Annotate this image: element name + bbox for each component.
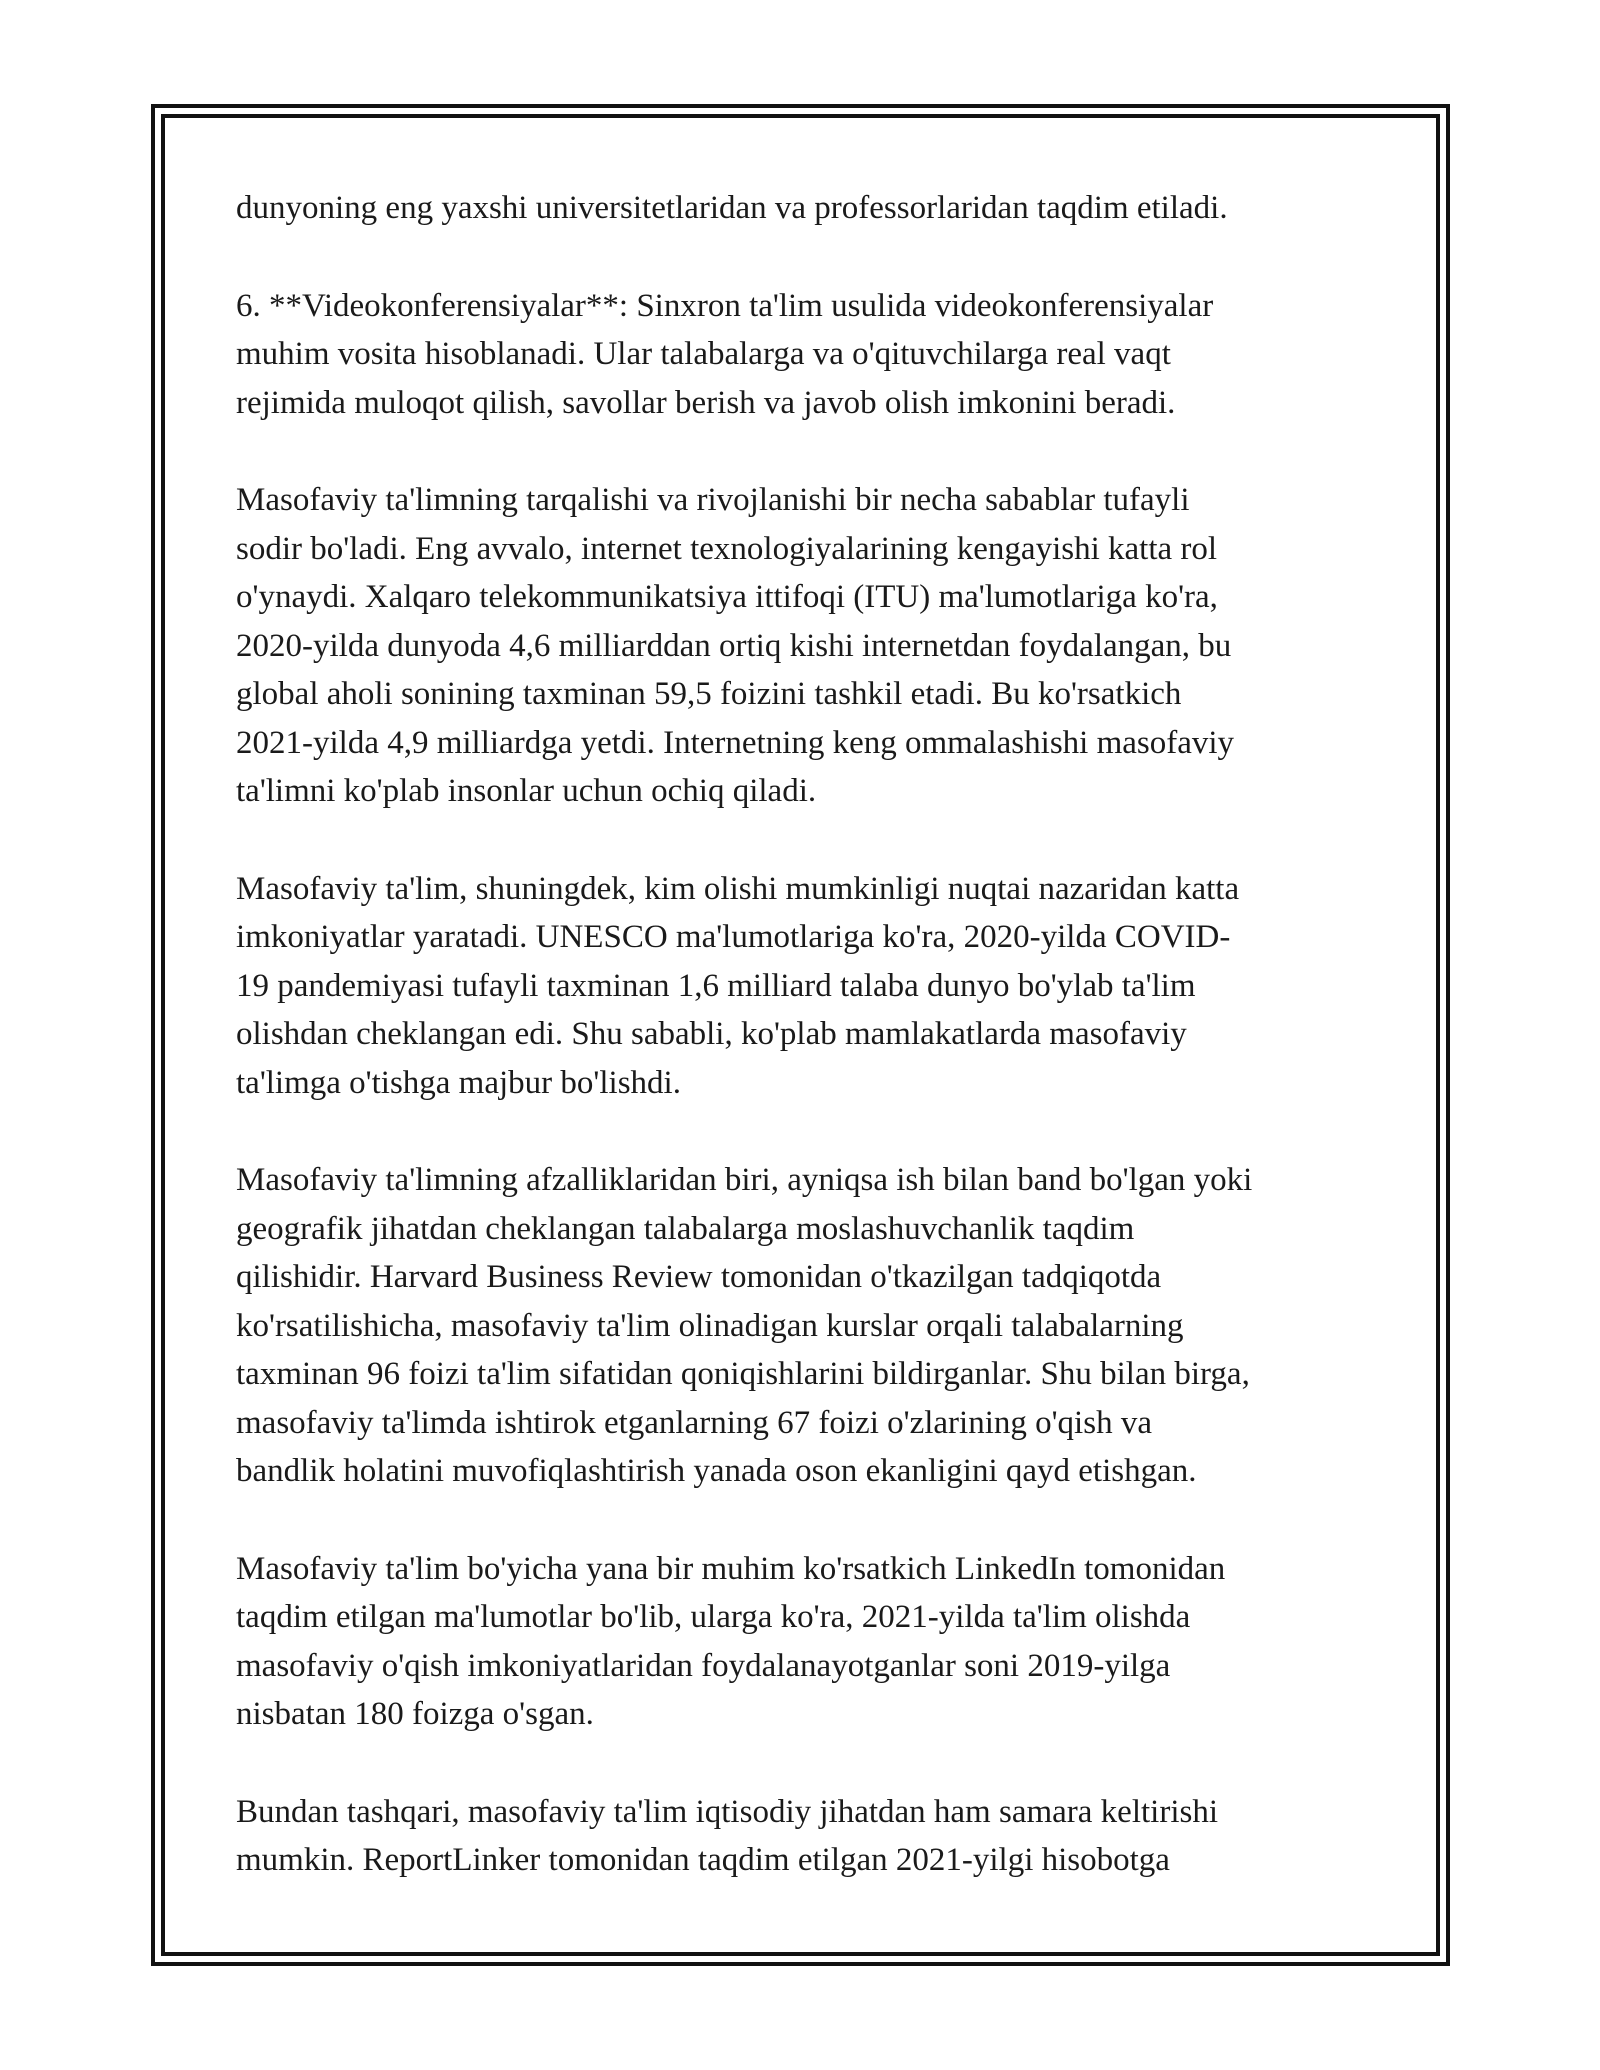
- text-line: imkoniyatlar yaratadi. UNESCO ma'lumotlariga ko'ra, 2020-yilda COVID-: [236, 919, 1231, 955]
- text-line: nisbatan 180 foizga o'sgan.: [236, 1696, 594, 1732]
- text-line: Masofaviy ta'lim, shuningdek, kim olishi mumkinligi nuqtai nazaridan katta: [236, 870, 1240, 907]
- text-line: dunyoning eng yaxshi universitetlaridan va professorlaridan taqdim etiladi.: [236, 190, 1228, 226]
- text-line: 2021-yilda 4,9 milliardga yetdi. Internetning keng ommalashishi masofaviy: [236, 724, 1235, 761]
- paragraph: [236, 282, 1376, 428]
- paragraph: [236, 184, 1376, 233]
- text-line: masofaviy ta'limda ishtirok etganlarning 67 foizi o'zlarining o'qish va: [236, 1404, 1152, 1441]
- paragraph: [236, 865, 1376, 1108]
- text-line: Masofaviy ta'lim bo'yicha yana bir muhim ko'rsatkich LinkedIn tomonidan: [236, 1550, 1226, 1587]
- text-line: ta'limga o'tishga majbur bo'lishdi.: [236, 1064, 681, 1101]
- text-line: sodir bo'ladi. Eng avvalo, internet texnologiyalarining kengayishi katta rol: [236, 530, 1218, 567]
- paragraph: [236, 476, 1376, 816]
- text-line: geografik jihatdan cheklangan talabalarga moslashuvchanlik taqdim: [236, 1210, 1135, 1247]
- document-body: [236, 184, 1376, 1934]
- text-line: taqdim etilgan ma'lumotlar bo'lib, ularga ko'ra, 2021-yilda ta'lim olishda: [236, 1599, 1191, 1635]
- text-line: Masofaviy ta'limning afzalliklaridan biri, ayniqsa ish bilan band bo'lgan yoki: [236, 1162, 1253, 1198]
- text-line: muhim vosita hisoblanadi. Ular talabalarga va o'qituvchilarga real vaqt: [236, 336, 1171, 372]
- text-line: o'ynaydi. Xalqaro telekommunikatsiya ittifoqi (ITU) ma'lumotlariga ko'ra,: [236, 579, 1218, 615]
- text-line: global aholi sonining taxminan 59,5 foizini tashkil etadi. Bu ko'rsatkich: [236, 676, 1182, 712]
- text-line: rejimida muloqot qilish, savollar berish va javob olish imkonini beradi.: [236, 384, 1176, 421]
- text-line: 19 pandemiyasi tufayli taxminan 1,6 milliard talaba dunyo bo'ylab ta'lim: [236, 967, 1196, 1004]
- text-line: ko'rsatilishicha, masofaviy ta'lim olinadigan kurslar orqali talabalarning: [236, 1307, 1184, 1344]
- text-line: ta'limni ko'plab insonlar uchun ochiq qiladi.: [236, 773, 817, 809]
- paragraph: [236, 1788, 1376, 1885]
- text-line: qilishidir. Harvard Business Review tomonidan o'tkazilgan tadqiqotda: [236, 1259, 1162, 1295]
- text-line: Masofaviy ta'limning tarqalishi va rivojlanishi bir necha sabablar tufayli: [236, 482, 1190, 518]
- text-line: olishdan cheklangan edi. Shu sababli, ko'plab mamlakatlarda masofaviy: [236, 1016, 1187, 1052]
- text-line: 6. **Videokonferensiyalar**: Sinxron ta'lim usulida videokonferensiyalar: [236, 287, 1214, 324]
- text-line: 2020-yilda dunyoda 4,6 milliarddan ortiq kishi internetdan foydalangan, bu: [236, 627, 1232, 664]
- text-line: taxminan 96 foizi ta'lim sifatidan qoniqishlarini bildirganlar. Shu bilan birga,: [236, 1356, 1250, 1392]
- text-line: bandlik holatini muvofiqlashtirish yanada oson ekanligini qayd etishgan.: [236, 1453, 1197, 1489]
- text-line: masofaviy o'qish imkoniyatlaridan foydalanayotganlar soni 2019-yilga: [236, 1647, 1171, 1684]
- text-line: Bundan tashqari, masofaviy ta'lim iqtisodiy jihatdan ham samara keltirishi: [236, 1793, 1218, 1830]
- text-line: mumkin. ReportLinker tomonidan taqdim etilgan 2021-yilgi hisobotga: [236, 1842, 1170, 1878]
- paragraph: [236, 1156, 1376, 1496]
- paragraph: [236, 1545, 1376, 1739]
